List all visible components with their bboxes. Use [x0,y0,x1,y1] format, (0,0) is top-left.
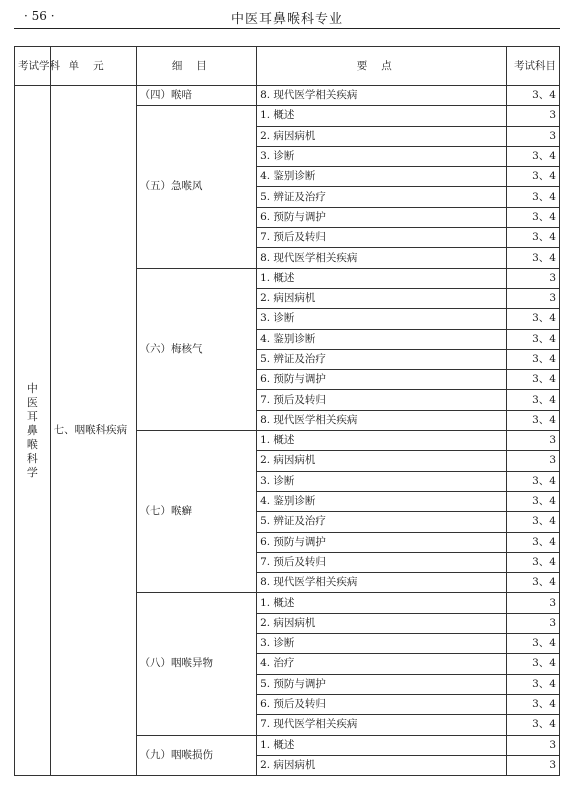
table-body [15,86,560,776]
point-cell: 6. 预防与调护 [257,532,506,552]
detail-cell: （六）梅核气 [136,268,257,430]
point-cell: 8. 现代医学相关疾病 [257,573,506,593]
level-cell: 3 [506,431,559,451]
point-cell: 5. 预防与调护 [257,674,506,694]
level-cell: 3 [506,106,559,126]
level-cell: 3、4 [506,512,559,532]
point-cell: 1. 概述 [257,106,506,126]
point-cell: 1. 概述 [257,593,506,613]
point-cell: 5. 辨证及治疗 [257,349,506,369]
level-cell: 3、4 [506,410,559,430]
header-level: 考试科目 [506,47,559,86]
point-cell: 7. 预后及转归 [257,552,506,572]
level-cell: 3 [506,613,559,633]
point-cell: 3. 诊断 [257,309,506,329]
point-cell: 6. 预后及转归 [257,694,506,714]
level-cell: 3 [506,126,559,146]
detail-cell: （七）喉癣 [136,431,257,593]
level-cell: 3、4 [506,715,559,735]
level-cell: 3 [506,735,559,755]
point-cell: 1. 概述 [257,268,506,288]
point-cell: 3. 诊断 [257,146,506,166]
header-detail: 细目 [136,47,257,86]
detail-cell: （五）急喉风 [136,106,257,268]
point-cell: 2. 病因病机 [257,288,506,308]
point-cell: 2. 病因病机 [257,126,506,146]
level-cell: 3 [506,593,559,613]
point-cell: 4. 鉴别诊断 [257,167,506,187]
point-cell: 4. 治疗 [257,654,506,674]
subject-label: 中医耳鼻喉科学 [26,381,38,479]
point-cell: 7. 现代医学相关疾病 [257,715,506,735]
level-cell: 3、4 [506,349,559,369]
point-cell: 4. 鉴别诊断 [257,491,506,511]
header-point: 要点 [257,47,506,86]
point-cell: 4. 鉴别诊断 [257,329,506,349]
unit-cell: 七、咽喉科疾病 [50,86,136,776]
point-cell: 1. 概述 [257,735,506,755]
level-cell: 3、4 [506,207,559,227]
point-cell: 5. 辨证及治疗 [257,187,506,207]
level-cell: 3、4 [506,309,559,329]
point-cell: 5. 辨证及治疗 [257,512,506,532]
level-cell: 3、4 [506,654,559,674]
level-cell: 3、4 [506,228,559,248]
page-title: 中医耳鼻喉科专业 [230,12,343,27]
level-cell: 3、4 [506,552,559,572]
header-subject: 考试学科 [15,47,51,86]
level-cell: 3 [506,451,559,471]
level-cell: 3、4 [506,370,559,390]
page-header [14,6,560,29]
point-cell: 2. 病因病机 [257,613,506,633]
level-cell: 3、4 [506,146,559,166]
syllabus-table [14,46,560,776]
level-cell: 3、4 [506,674,559,694]
point-cell: 6. 预防与调护 [257,207,506,227]
level-cell: 3 [506,268,559,288]
level-cell: 3、4 [506,694,559,714]
detail-cell: （四）喉喑 [136,86,257,106]
level-cell: 3 [506,288,559,308]
point-cell: 6. 预防与调护 [257,370,506,390]
level-cell: 3、4 [506,329,559,349]
level-cell: 3、4 [506,471,559,491]
level-cell: 3、4 [506,187,559,207]
detail-cell: （八）咽喉异物 [136,593,257,735]
level-cell: 3、4 [506,248,559,268]
level-cell: 3、4 [506,491,559,511]
point-cell: 2. 病因病机 [257,451,506,471]
point-cell: 1. 概述 [257,431,506,451]
table-row [15,86,560,106]
level-cell: 3 [506,755,559,775]
page-number: · 56 · [24,9,55,23]
point-cell: 2. 病因病机 [257,755,506,775]
point-cell: 7. 预后及转归 [257,228,506,248]
point-cell: 8. 现代医学相关疾病 [257,86,506,106]
subject-cell [15,86,51,776]
point-cell: 3. 诊断 [257,471,506,491]
point-cell: 8. 现代医学相关疾病 [257,410,506,430]
point-cell: 8. 现代医学相关疾病 [257,248,506,268]
header-unit: 单元 [50,47,136,86]
point-cell: 3. 诊断 [257,634,506,654]
table-header-row [15,47,560,86]
level-cell: 3、4 [506,634,559,654]
level-cell: 3、4 [506,532,559,552]
level-cell: 3、4 [506,573,559,593]
detail-cell: （九）咽喉损伤 [136,735,257,776]
level-cell: 3、4 [506,167,559,187]
level-cell: 3、4 [506,86,559,106]
level-cell: 3、4 [506,390,559,410]
point-cell: 7. 预后及转归 [257,390,506,410]
